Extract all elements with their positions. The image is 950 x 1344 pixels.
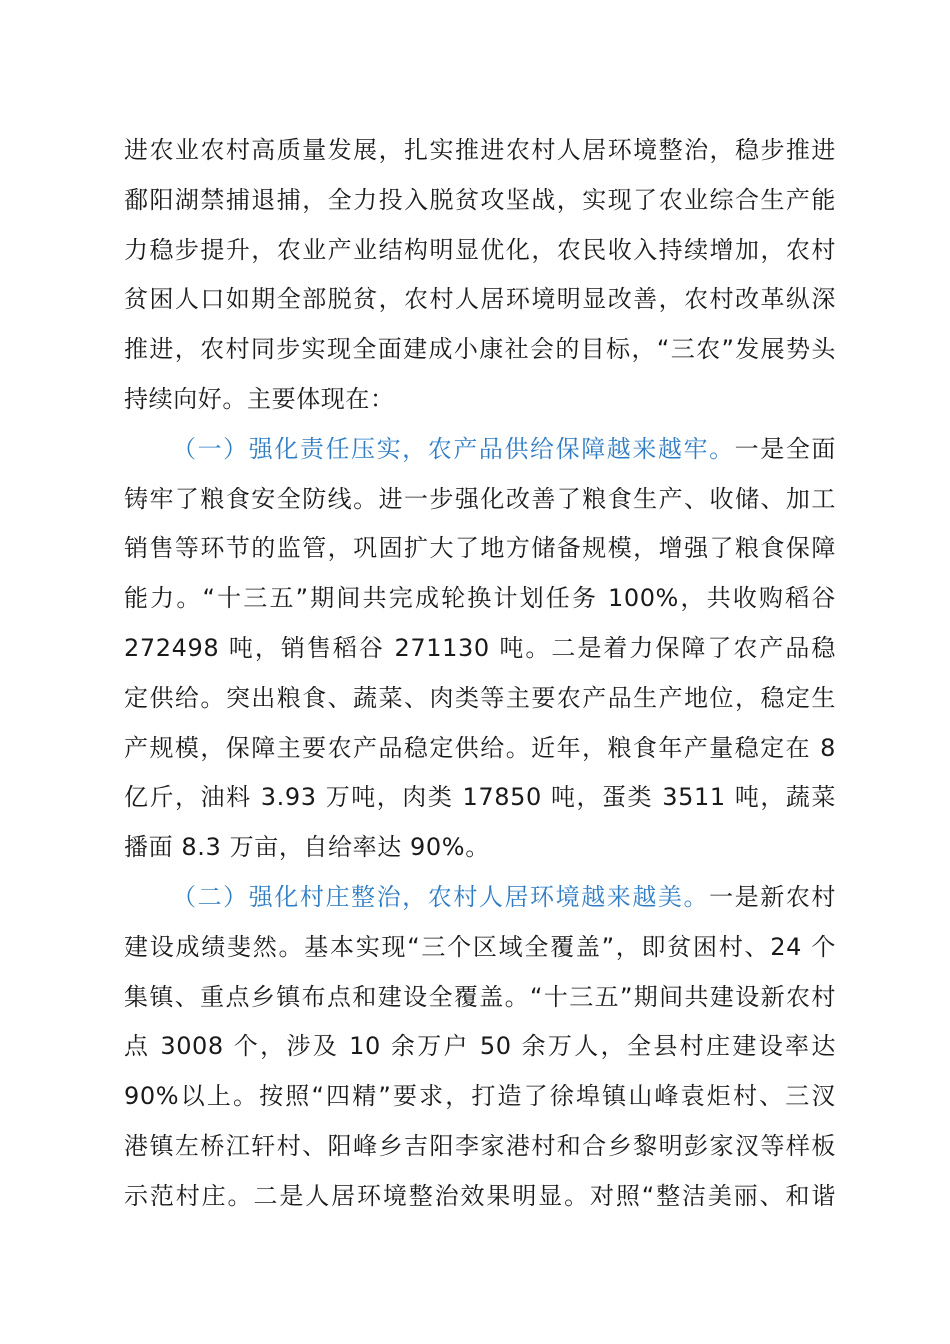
paragraph-3-line-2: 建设成绩斐然。基本实现“三个区域全覆盖”，即贫困村、24 个 — [124, 932, 836, 961]
paragraph-3-line-5: 90%以上。按照“四精”要求，打造了徐埠镇山峰袁炬村、三汊 — [124, 1082, 836, 1111]
paragraph-2-line-4: 能力。“十三五”期间共完成轮换计划任务 100%，共收购稻谷 — [124, 584, 836, 613]
paragraph-1-line-1: 进农业农村高质量发展，扎实推进农村人居环境整治，稳步推进 — [124, 136, 836, 164]
paragraph-3-line-7: 示范村庄。二是人居环境整治效果明显。对照“整洁美丽、和谐 — [124, 1181, 836, 1210]
paragraph-1-line-2: 鄱阳湖禁捕退捕，全力投入脱贫攻坚战，实现了农业综合生产能 — [124, 185, 836, 214]
paragraph-2-line-7: 产规模，保障主要农产品稳定供给。近年，粮食年产量稳定在 8 — [124, 733, 836, 762]
paragraph-2-line-5: 272498 吨，销售稻谷 271130 吨。二是着力保障了农产品稳 — [124, 633, 836, 662]
paragraph-1-line-3: 力稳步提升，农业产业结构明显优化，农民收入持续增加，农村 — [124, 235, 836, 264]
paragraph-2-line-6: 定供给。突出粮食、蔬菜、肉类等主要农产品生产地位，稳定生 — [124, 683, 836, 712]
paragraph-1-line-5: 推进，农村同步实现全面建成小康社会的目标，“三农”发展势头 — [124, 335, 836, 364]
section-heading-2: （二）强化村庄整治，农村人居环境越来越美。 — [172, 882, 710, 911]
paragraph-3-first-line — [124, 873, 836, 923]
paragraph-1-line-4: 贫困人口如期全部脱贫，农村人居环境明显改善，农村改革纵深 — [124, 285, 836, 314]
paragraph-2-line-8: 亿斤，油料 3.93 万吨，肉类 17850 吨，蛋类 3511 吨，蔬菜 — [124, 783, 836, 812]
paragraph-3-line-4: 点 3008 个，涉及 10 余万户 50 余万人，全县村庄建设率达 — [124, 1032, 836, 1061]
paragraph-3-first-line-text: 一是新农村 — [709, 882, 836, 911]
paragraph-2-first-line — [124, 425, 836, 475]
paragraph-1-line-6: 持续向好。主要体现在： — [124, 384, 395, 413]
document-body — [124, 126, 836, 1222]
paragraph-2-line-9: 播面 8.3 万亩，自给率达 90%。 — [124, 833, 490, 862]
paragraph-2-line-3: 销售等环节的监管，巩固扩大了地方储备规模，增强了粮食保障 — [124, 534, 836, 563]
paragraph-2-line-2: 铸牢了粮食安全防线。进一步强化改善了粮食生产、收储、加工 — [124, 484, 836, 513]
section-heading-1: （一）强化责任压实，农产品供给保障越来越牢。 — [172, 434, 735, 463]
paragraph-2-first-line-text: 一是全面 — [734, 434, 836, 463]
paragraph-3-line-3: 集镇、重点乡镇布点和建设全覆盖。“十三五”期间共建设新农村 — [124, 982, 836, 1011]
paragraph-3-line-6: 港镇左桥江轩村、阳峰乡吉阳李家港村和合乡黎明彭家汊等样板 — [124, 1131, 836, 1160]
